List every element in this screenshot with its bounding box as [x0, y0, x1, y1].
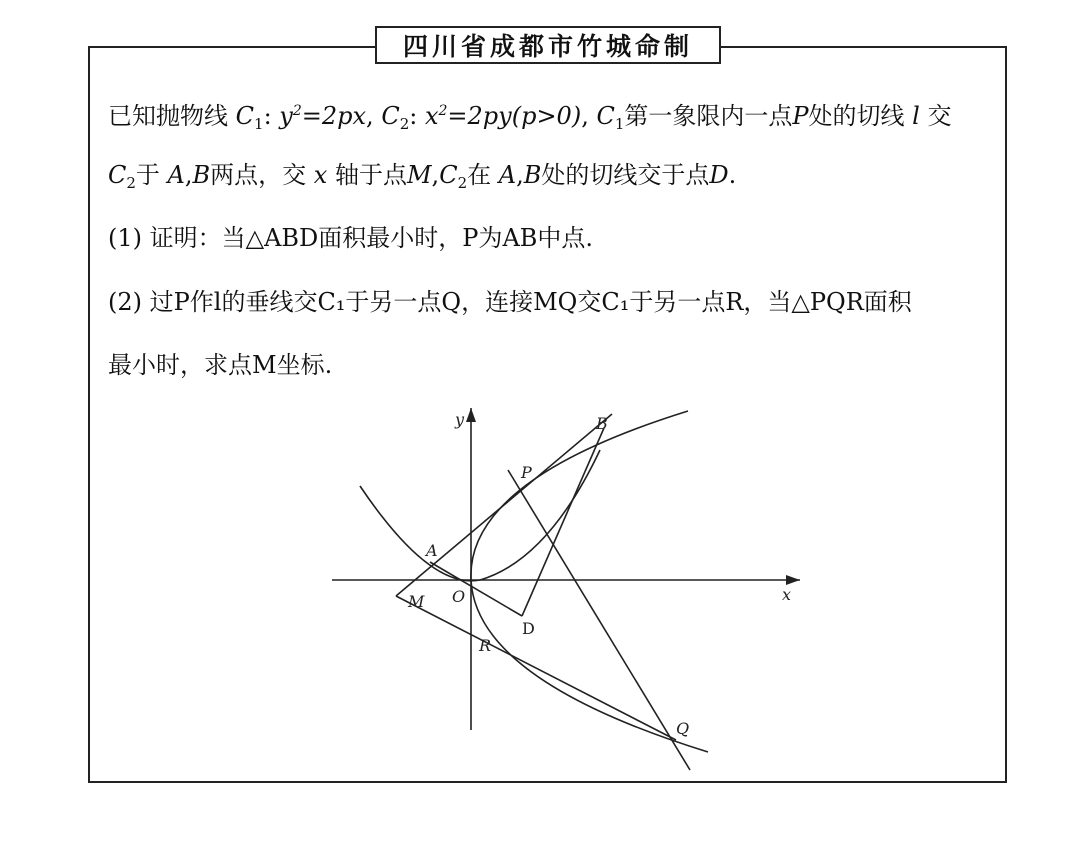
- x-axis-arrow-icon: [786, 575, 800, 585]
- c1-symbol: $C_1$: [235, 102, 264, 133]
- question-2-line-2: 最小时，求点M坐标.: [108, 351, 333, 379]
- label-d: D: [522, 619, 535, 638]
- c2-equation: $x^2=2py(p>0)$: [424, 102, 582, 130]
- label-m: M: [408, 592, 425, 611]
- y-axis-arrow-icon: [466, 408, 476, 422]
- problem-line-2: $C_2$于 A,B两点，交 x 轴于点$M,C_2$在 A,B处的切线交于点D.: [108, 161, 737, 192]
- c2-symbol: $C_2$: [381, 102, 410, 133]
- perpendicular-line-pq: [508, 470, 690, 770]
- label-p: P: [521, 463, 532, 482]
- c1-equation: $y^2=2px$: [279, 102, 367, 130]
- c1-symbol-2: $C_1$: [596, 102, 625, 133]
- label-q: Q: [676, 719, 690, 738]
- stem-text: 已知抛物线: [108, 102, 228, 130]
- label-b: B: [596, 414, 608, 433]
- label-x: x: [782, 585, 792, 604]
- point-p-ref: P: [792, 102, 809, 130]
- label-r: R: [479, 636, 492, 655]
- page-title: 四川省成都市竹城命制: [375, 26, 721, 64]
- label-a: A: [426, 541, 438, 560]
- problem-line-1: 已知抛物线 $C_1$: $y^2=2px$, $C_2$: $x^2=2py(p>0)$, $C_1$第一象限内一点P处的切线 l 交: [108, 102, 952, 133]
- tangent-line-l: [396, 414, 612, 596]
- label-o: O: [452, 587, 466, 606]
- question-2-line-1: (2) 过P作l的垂线交C₁于另一点Q，连接MQ交C₁于另一点R，当△PQR面积: [108, 288, 912, 316]
- question-1: (1) 证明：当△ABD面积最小时，P为AB中点.: [108, 224, 594, 252]
- tangent-at-a: [430, 562, 522, 616]
- line-mq: [396, 596, 676, 740]
- label-y: y: [455, 410, 465, 429]
